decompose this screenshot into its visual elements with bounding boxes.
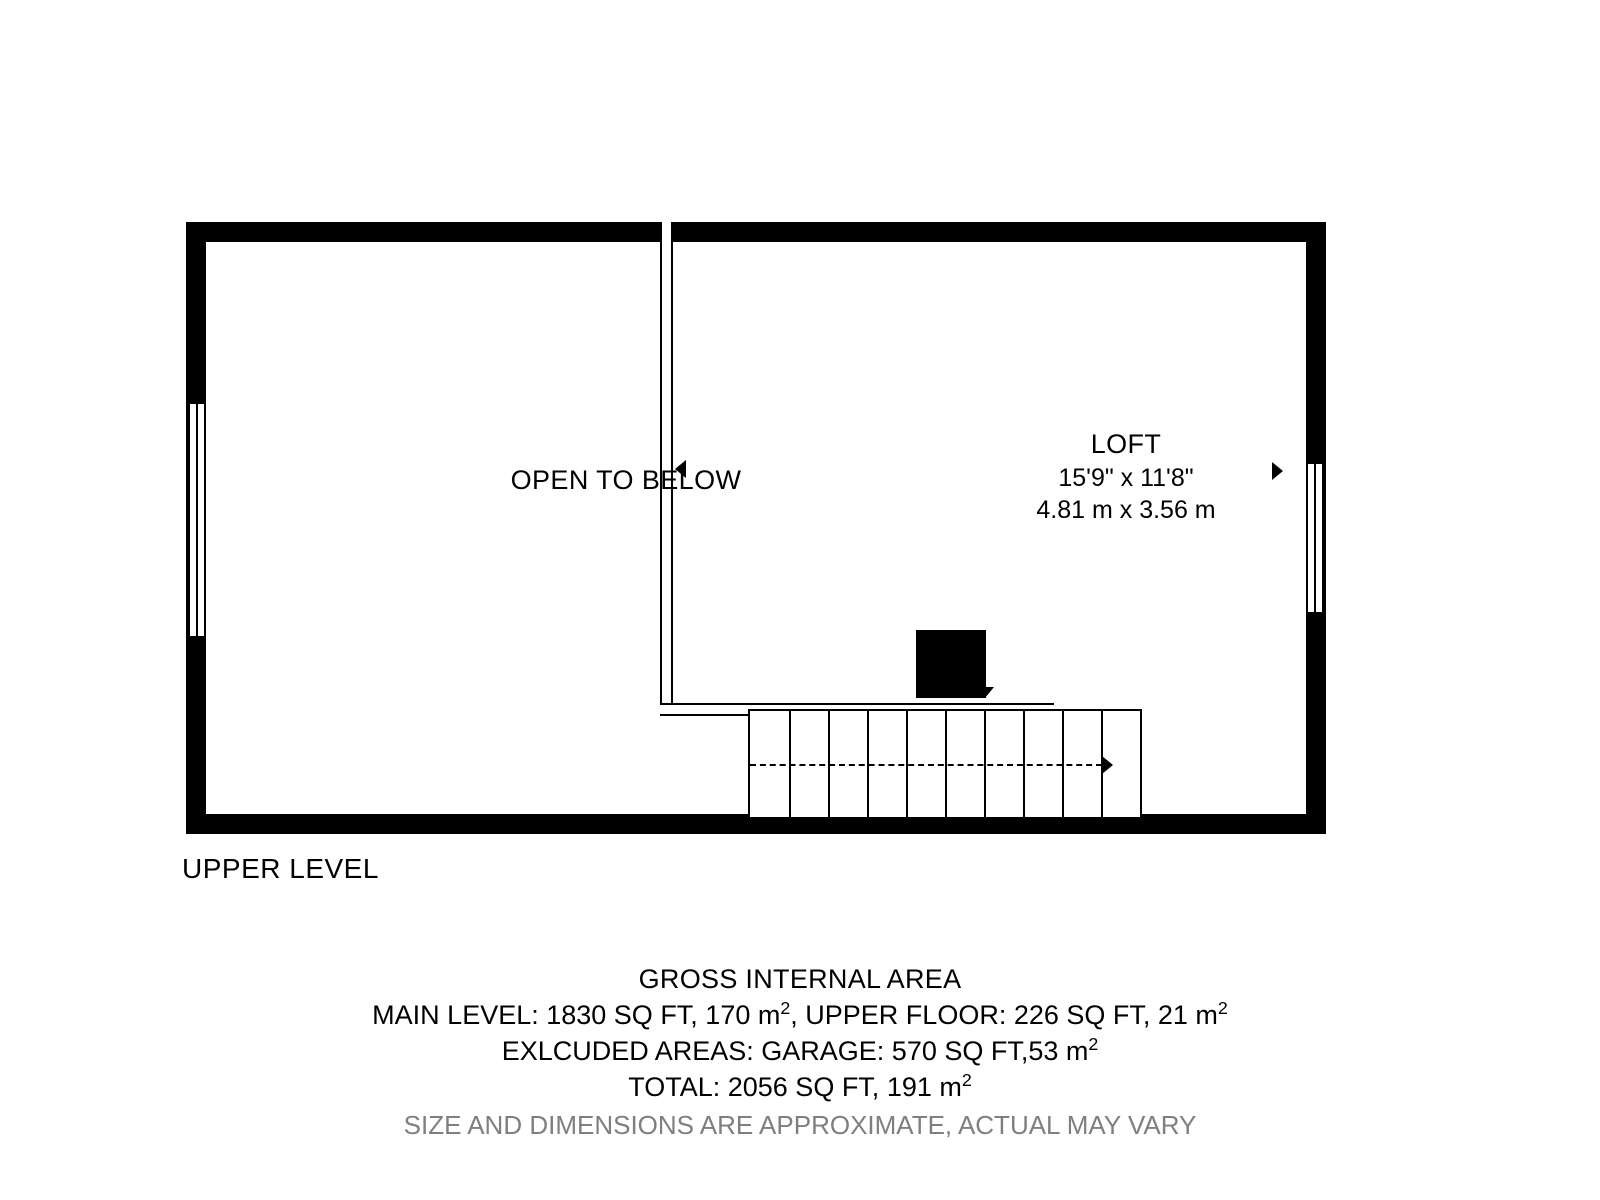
staircase [748,709,1142,817]
arrow-right-stair-icon [1102,756,1113,774]
summary-excluded-superscript: 2 [1088,1033,1099,1054]
room-dimensions-imperial: 15'9" x 11'8" [1058,463,1194,492]
stair-direction-line [750,764,1102,766]
room-name: LOFT [1090,429,1162,459]
plan-outline [186,222,1326,834]
window-right [1306,462,1324,614]
summary-disclaimer: SIZE AND DIMENSIONS ARE APPROXIMATE, ACTUAL MAY VARY [403,1109,1197,1140]
summary-main-prefix: MAIN LEVEL: 1830 SQ FT, 170 m [372,999,781,1030]
summary-total-superscript: 2 [961,1069,972,1090]
shaft-block [916,630,986,698]
summary-main-superscript: 2 [780,997,791,1018]
window-mullion [1314,464,1316,612]
room-dimensions-metric: 4.81 m x 3.56 m [1036,495,1216,524]
area-summary [0,962,1600,1142]
summary-excluded-prefix: EXLCUDED AREAS: GARAGE: 570 SQ FT,53 m [501,1035,1089,1066]
arrow-down-icon [981,224,999,235]
room-label-open-to-below [436,463,816,498]
summary-main-superscript-2: 2 [1217,997,1228,1018]
room-name: OPEN TO BELOW [510,465,742,495]
window-left [188,402,206,638]
level-caption: UPPER LEVEL [182,853,379,884]
summary-title: GROSS INTERNAL AREA [638,964,962,994]
summary-excluded-areas [0,1034,1600,1070]
room-label-loft [956,427,1296,526]
summary-total-prefix: TOTAL: 2056 SQ FT, 191 m [628,1071,962,1102]
window-mullion [196,404,198,636]
summary-main-suffix: , UPPER FLOOR: 226 SQ FT, 21 m [790,999,1218,1030]
summary-total [0,1070,1600,1106]
summary-main-level [0,998,1600,1034]
